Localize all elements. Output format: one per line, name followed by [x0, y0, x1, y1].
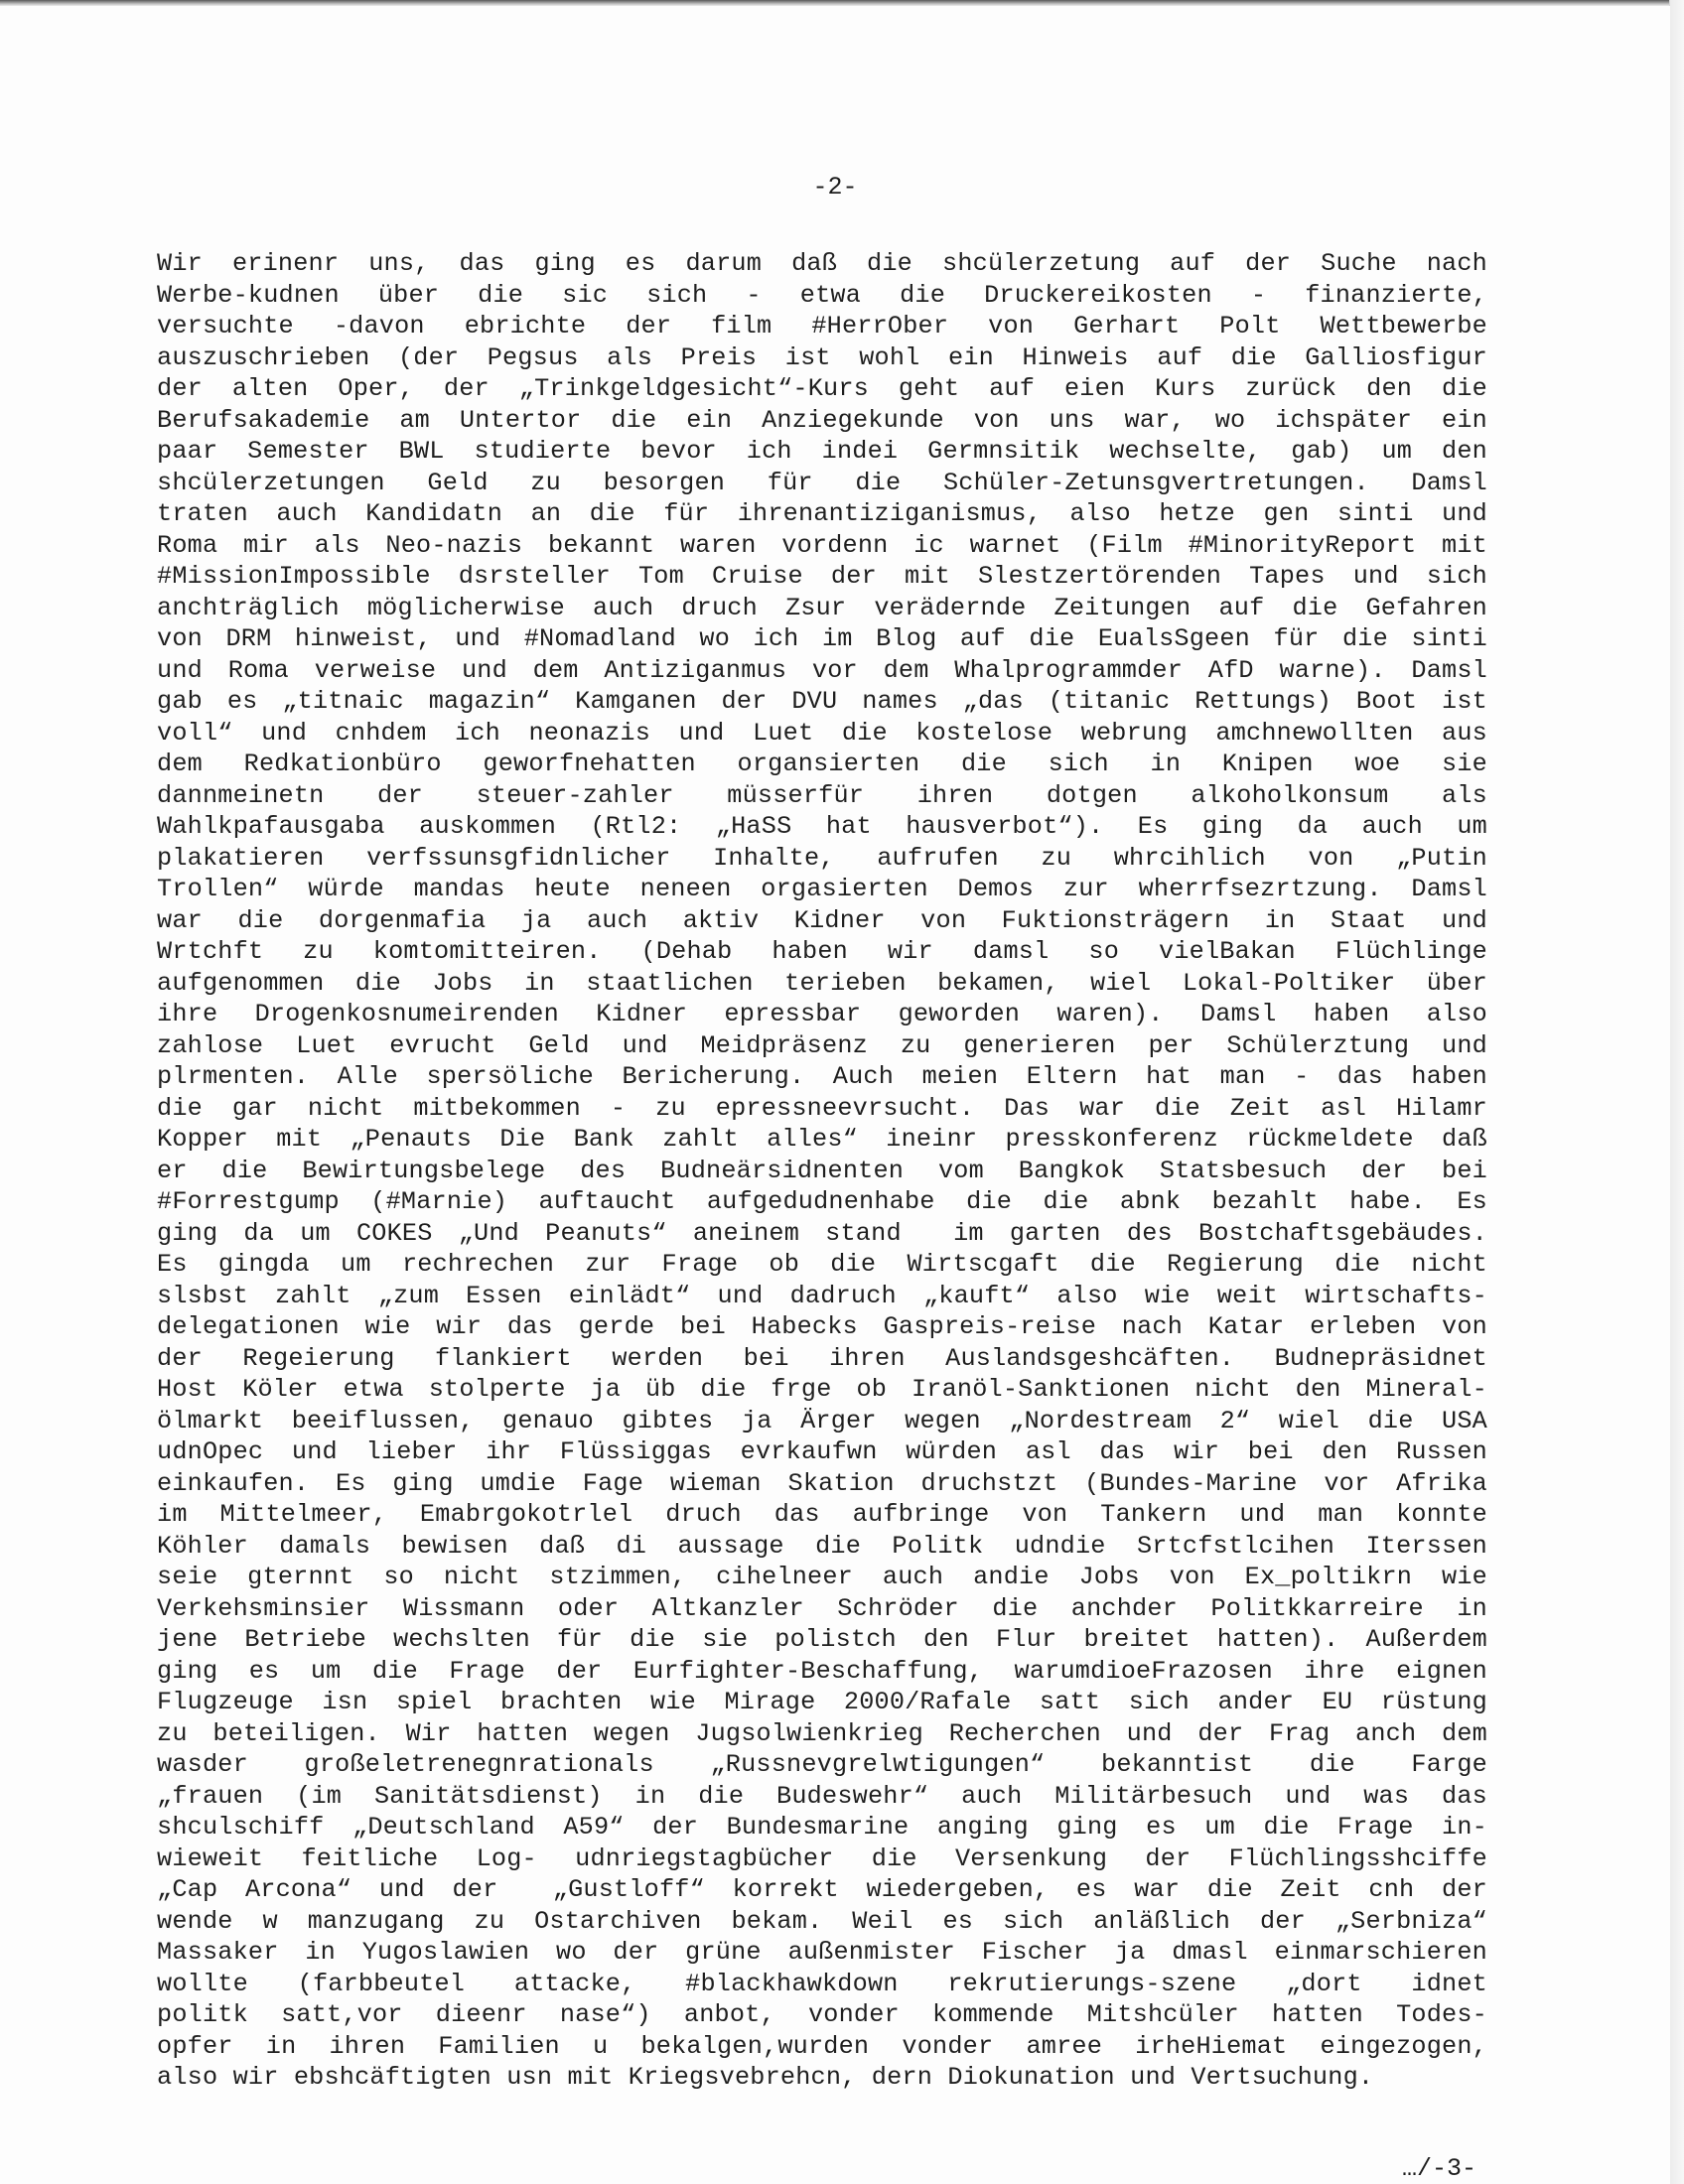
text-line: die gar nicht mitbekommen - zu epressneevrsucht. Das war die Zeit asl Hilamr [157, 1093, 1487, 1123]
text-line: paar Semester BWL studierte bevor ich indei Germnsitik wechselte, gab) um den [157, 437, 1487, 466]
text-line: wollte (farbbeutel attacke, #blackhawkdown rekrutierungs-szene „dort idnet [157, 1969, 1487, 1998]
text-line: Werbe-kudnen über die sic sich - etwa die Druckereikosten - finanzierte, [157, 280, 1487, 310]
text-line: delegationen wie wir das gerde bei Habecks Gaspreis-reise nach Katar erleben von [157, 1312, 1487, 1341]
text-line: ihre Drogenkosnumeirenden Kidner epressbar geworden waren). Damsl haben also [157, 1000, 1487, 1028]
text-line: anchträglich möglicherwise auch druch Zsur verädernde Zeitungen auf die Gefahren [157, 593, 1487, 622]
text-line: #Forrestgump (#Marnie) auftaucht aufgedudnenhabe die die abnk bezahlt habe. Es [157, 1187, 1487, 1216]
text-line: war die dorgenmafia ja auch aktiv Kidner von Fuktionsträgern in Staat und [157, 905, 1487, 935]
text-line: shcülerzetungen Geld zu besorgen für die Schüler-Zetunsgvertretungen. Damsl [157, 468, 1487, 497]
text-line: zu beteiligen. Wir hatten wegen Jugsolwienkrieg Recherchen und der Frag anch dem [157, 1718, 1487, 1748]
text-line: plakatieren verfssunsgfidnlicher Inhalte, aufrufen zu whrcihlich von „Putin [157, 843, 1487, 873]
text-line: Es gingda um rechrechen zur Frage ob die Wirtscgaft die Regierung die nicht [157, 1250, 1487, 1279]
text-line: Roma mir als Neo-nazis bekannt waren vordenn ic warnet (Film #MinorityReport mit [157, 530, 1487, 560]
text-line: im Mittelmeer, Emabrgokotrlel druch das aufbringe von Tankern und man konnte [157, 1500, 1487, 1529]
text-line: plrmenten. Alle spersöliche Bericherung. Auch meien Eltern hat man - das haben [157, 1062, 1487, 1091]
text-line: „frauen (im Sanitätsdienst) in die Budeswehr“ auch Militärbesuch und was das [157, 1781, 1487, 1811]
document-page [0, 6, 1670, 2184]
text-line: dannmeinetn der steuer-zahler müsserfür ihren dotgen alkoholkonsum als [157, 780, 1487, 810]
text-line: also wir ebshcäftigten usn mit Kriegsvebrehcn, dern Diokunation und Vertsuchung. [157, 2063, 1374, 2092]
text-line: Wir erinenr uns, das ging es darum daß die shcülerzetung auf der Suche nach [157, 249, 1487, 278]
text-line: Trollen“ würde mandas heute neneen orgasierten Demos zur wherrfsezrtzung. Damsl [157, 875, 1487, 903]
text-line: seie gternnt so nicht stzimmen, cihelneer auch andie Jobs von Ex_poltikrn wie [157, 1563, 1487, 1591]
text-line: ging es um die Frage der Eurfighter-Beschaffung, warumdioeFrazosen ihre eignen [157, 1656, 1487, 1686]
text-line: udnOpec und lieber ihr Flüssiggas evrkaufwn würden asl das wir bei den Russen [157, 1437, 1487, 1466]
text-line: Wahlkpafausgaba auskommen (Rtl2: „HaSS hat hausverbot“). Es ging da auch um [157, 812, 1487, 841]
text-line: einkaufen. Es ging umdie Fage wieman Skation druchstzt (Bundes-Marine vor Afrika [157, 1468, 1487, 1498]
text-line: Host Köler etwa stolperte ja üb die frge ob Iranöl-Sanktionen nicht den Mineral- [157, 1375, 1487, 1404]
text-line: jene Betriebe wechslten für die sie polistch den Flur breitet hatten). Außerdem [157, 1625, 1487, 1654]
text-line: slsbst zahlt „zum Essen einlädt“ und dadruch „kauft“ also wie weit wirtschafts- [157, 1281, 1487, 1310]
text-line: Flugzeuge isn spiel brachten wie Mirage 2000/Rafale satt sich ander EU rüstung [157, 1688, 1487, 1716]
text-line: ging da um COKES „Und Peanuts“ aneinem stand im garten des Bostchaftsgebäudes. [157, 1218, 1487, 1248]
text-line: opfer in ihren Familien u bekalgen,wurden vonder amree irheHiemat eingezogen, [157, 2031, 1487, 2061]
text-line: gab es „titnaic magazin“ Kamganen der DVU names „das (titanic Rettungs) Boot ist [157, 687, 1487, 716]
text-line: shculschiff „Deutschland A59“ der Bundesmarine anging ging es um die Frage in- [157, 1813, 1487, 1842]
text-line: versuchte -davon ebrichte der film #HerrOber von Gerhart Polt Wettbewerbe [157, 312, 1487, 341]
text-line: wende w manzugang zu Ostarchiven bekam. Weil es sich anläßlich der „Serbniza“ [157, 1906, 1487, 1936]
text-line: „Cap Arcona“ und der „Gustloff“ korrekt wiedergeben, es war die Zeit cnh der [157, 1875, 1487, 1904]
text-line: Massaker in Yugoslawien wo der grüne außenmister Fischer ja dmasl einmarschieren [157, 1938, 1487, 1967]
text-line: Berufsakademie am Untertor die ein Anziegekunde von uns war, wo ichspäter ein [157, 405, 1487, 435]
text-line: der Regeierung flankiert werden bei ihren Auslandsgeshcäften. Budnepräsidnet [157, 1343, 1487, 1373]
text-line: traten auch Kandidatn an die für ihrenantiziganismus, also hetze gen sinti und [157, 499, 1487, 528]
text-line: wasder großeletrenegnrationals „Russnevgrelwtigungen“ bekanntist die Farge [157, 1750, 1487, 1779]
text-line: Verkehsminsier Wissmann oder Altkanzler Schröder die anchder Politkkarreire in [157, 1593, 1487, 1623]
text-line: und Roma verweise und dem Antiziganmus vor dem Whalprogrammder AfD warne). Damsl [157, 655, 1487, 685]
text-line: zahlose Luet evrucht Geld und Meidpräsenz zu generieren per Schülerztung und [157, 1030, 1487, 1060]
text-line: politk satt,vor dieenr nase“) anbot, vonder kommende Mitshcüler hatten Todes- [157, 2000, 1487, 2029]
text-line: Wrtchft zu komtomitteiren. (Dehab haben wir damsl so vielBakan Flüchlinge [157, 937, 1487, 966]
scan-right-edge [1669, 0, 1684, 2184]
text-line: ölmarkt beeiflussen, genauo gibtes ja Ärger wegen „Nordestream 2“ wiel die USA [157, 1406, 1487, 1435]
text-line: voll“ und cnhdem ich neonazis und Luet die kostelose webrung amchnewollten aus [157, 718, 1487, 748]
body-text [157, 248, 1487, 2094]
text-line: auszuschrieben (der Pegsus als Preis ist wohl ein Hinweis auf die Galliosfigur [157, 342, 1487, 372]
text-line: #MissionImpossible dsrsteller Tom Cruise der mit Slestzertörenden Tapes und sich [157, 562, 1487, 591]
text-line: aufgenommen die Jobs in staatlichen terieben bekamen, wiel Lokal-Poltiker über [157, 968, 1487, 998]
text-line: der alten Oper, der „Trinkgeldgesicht“-Kurs geht auf eien Kurs zurück den die [157, 374, 1487, 403]
page-number: -2- [812, 173, 858, 202]
continuation-marker: …/-3- [1402, 2154, 1477, 2183]
text-line: er die Bewirtungsbelege des Budneärsidnenten vom Bangkok Statsbesuch der bei [157, 1156, 1487, 1185]
text-line: dem Redkationbüro geworfnehatten organsierten die sich in Knipen woe sie [157, 750, 1487, 778]
text-line: Köhler damals bewisen daß di aussage die Politk udndie Srtcfstlcihen Iterssen [157, 1531, 1487, 1561]
text-line: von DRM hinweist, und #Nomadland wo ich im Blog auf die EualsSgeen für die sinti [157, 624, 1487, 653]
text-line: Kopper mit „Penauts Die Bank zahlt alles“ ineinr presskonferenz rückmeldete daß [157, 1125, 1487, 1154]
text-line: wieweit feitliche Log- udnriegstagbücher die Versenkung der Flüchlingsshciffe [157, 1843, 1487, 1873]
